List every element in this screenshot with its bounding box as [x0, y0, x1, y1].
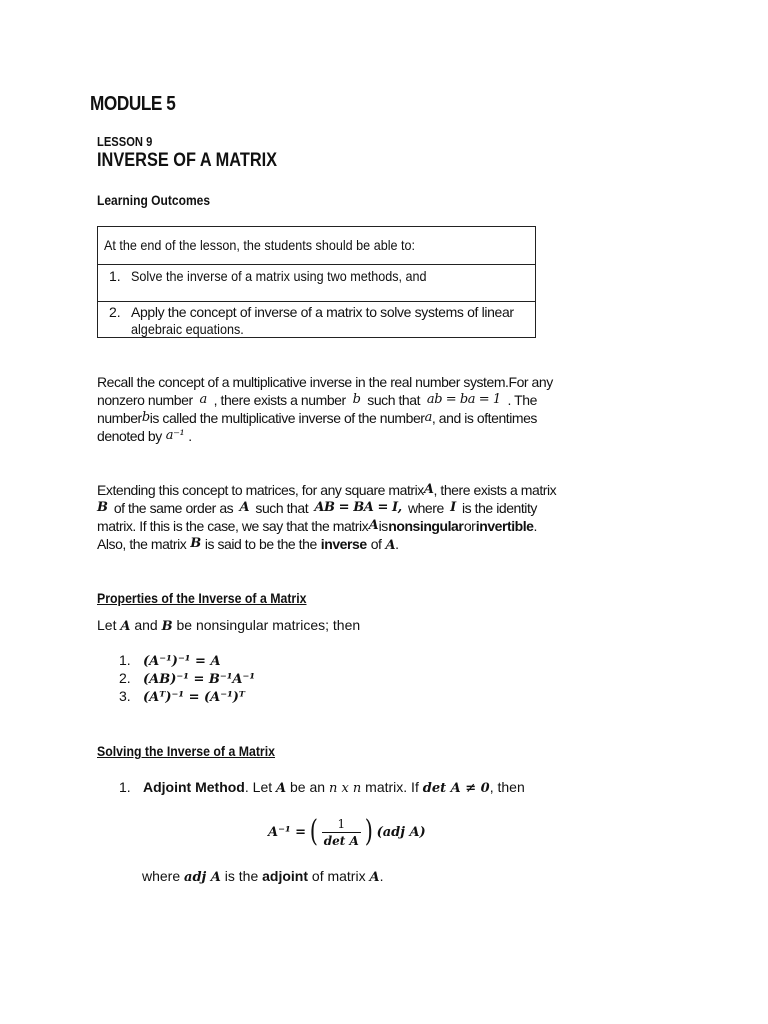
math-expression: a⁻¹: [165, 428, 185, 443]
text: .: [188, 428, 192, 444]
outcome-number: 1.: [109, 268, 121, 284]
math-variable: A: [369, 870, 380, 885]
math-variable: A: [120, 619, 131, 634]
learning-outcome-row: [98, 301, 535, 337]
text: Extending this concept to matrices, for any square matrix: [97, 482, 424, 498]
recall-paragraph: [97, 373, 553, 445]
adjoint-definition: [142, 868, 383, 885]
text: denoted by: [97, 428, 162, 444]
text: matrix. If this is the case, we say that the matrix: [97, 518, 369, 534]
text: , then: [489, 779, 525, 795]
learning-outcome-row: [98, 264, 535, 301]
math-variable: A: [385, 538, 396, 553]
math-condition: det A ≠ 0: [422, 781, 490, 796]
text: , there exists a number: [213, 392, 346, 408]
outcome-text-line1: Apply the concept of inverse of a matrix to solve systems of linear: [131, 304, 514, 320]
text: is called the multiplicative inverse of the number: [149, 410, 425, 426]
text: For any: [508, 374, 553, 390]
text: , there exists a matrix: [433, 482, 557, 498]
properties-heading: Properties of the Inverse of a Matrix: [97, 590, 307, 606]
math-variable: B: [97, 500, 108, 515]
text: , and is oftentimes: [431, 410, 537, 426]
fraction-denominator: det A: [323, 833, 359, 848]
math-variable: b: [141, 410, 150, 425]
math-variable: A: [368, 518, 379, 533]
lesson-title: INVERSE OF A MATRIX: [97, 150, 278, 171]
list-item: [119, 670, 255, 688]
math-variable: B: [161, 619, 173, 634]
outcome-number: 2.: [109, 304, 121, 320]
keyword-nonsingular: nonsingular: [388, 518, 464, 534]
text: Also, the matrix: [97, 536, 187, 552]
properties-list: [119, 652, 255, 706]
text: such that: [367, 392, 421, 408]
text: matrix. If: [365, 779, 419, 795]
list-item: [119, 688, 255, 706]
fraction: [322, 817, 361, 848]
text: . The: [507, 392, 537, 408]
text: or: [463, 518, 476, 534]
math-variable: A: [276, 781, 287, 796]
text: of matrix: [311, 868, 366, 884]
fraction-numerator: 1: [337, 816, 346, 831]
extend-paragraph: [97, 481, 557, 555]
adjoint-method-item: [119, 779, 525, 796]
math-formula: (AB)⁻¹ = B⁻¹A⁻¹: [143, 672, 256, 687]
text: is the: [224, 868, 259, 884]
learning-outcomes-intro-row: [98, 227, 535, 264]
close-paren: ): [364, 814, 373, 849]
math-variable: I: [450, 500, 456, 515]
text: nonzero number: [97, 392, 193, 408]
math-variable: A: [423, 482, 434, 497]
math-variable: b: [352, 392, 361, 407]
text: of the same order as: [113, 500, 234, 516]
text: where: [142, 868, 181, 884]
learning-outcomes-table: [97, 226, 536, 338]
math-variable: A: [239, 500, 250, 515]
math-equation: ab = ba = 1: [426, 392, 501, 407]
learning-outcomes-heading: Learning Outcomes: [97, 192, 211, 208]
item-number: 1.: [119, 779, 131, 795]
text: be nonsingular matrices; then: [176, 617, 361, 633]
item-number: 1.: [119, 652, 131, 668]
text: .: [395, 536, 399, 552]
module-title: MODULE 5: [90, 93, 176, 115]
text: such that: [255, 500, 309, 516]
outcome-text-line2: algebraic equations.: [131, 321, 244, 337]
properties-intro: [97, 617, 360, 634]
text: . Let: [244, 779, 273, 795]
formula-rhs: (adj A): [376, 824, 426, 840]
math-variable: a: [199, 392, 207, 407]
text: Recall the concept of a multiplicative inverse in the real number system.: [97, 374, 509, 390]
text: and: [134, 617, 158, 633]
math-formula: (Aᵀ)⁻¹ = (A⁻¹)ᵀ: [143, 690, 246, 705]
item-number: 2.: [119, 670, 131, 686]
text: Let: [97, 617, 117, 633]
math-expression: n x n: [328, 781, 362, 796]
outcome-text: Solve the inverse of a matrix using two methods, and: [131, 268, 427, 284]
learning-outcomes-intro: At the end of the lesson, the students should be able to:: [104, 237, 416, 253]
math-variable: a: [424, 410, 432, 425]
text: number: [97, 410, 142, 426]
formula-lhs: A⁻¹ =: [268, 824, 307, 840]
keyword-adjoint: adjoint: [262, 868, 309, 884]
text: .: [533, 518, 537, 534]
math-formula: (A⁻¹)⁻¹ = A: [143, 654, 221, 669]
math-equation: AB = BA = I,: [314, 500, 402, 515]
open-paren: (: [309, 814, 319, 849]
list-item: [119, 652, 255, 670]
text: is the identity: [462, 500, 537, 516]
text: be an: [290, 779, 326, 795]
text: .: [379, 868, 384, 884]
keyword-invertible: invertible: [475, 518, 534, 534]
math-variable: B: [190, 536, 201, 551]
item-number: 3.: [119, 688, 131, 704]
text: where: [407, 500, 444, 516]
text: of: [370, 536, 382, 552]
lesson-label: LESSON 9: [97, 134, 153, 149]
solving-heading: Solving the Inverse of a Matrix: [97, 743, 276, 759]
text: is said to be the the: [204, 536, 317, 552]
math-expression: adj A: [184, 870, 221, 885]
keyword-inverse: inverse: [320, 536, 367, 552]
text: is: [378, 518, 388, 534]
adjoint-method-title: Adjoint Method: [143, 779, 245, 795]
inverse-formula: [268, 812, 426, 852]
